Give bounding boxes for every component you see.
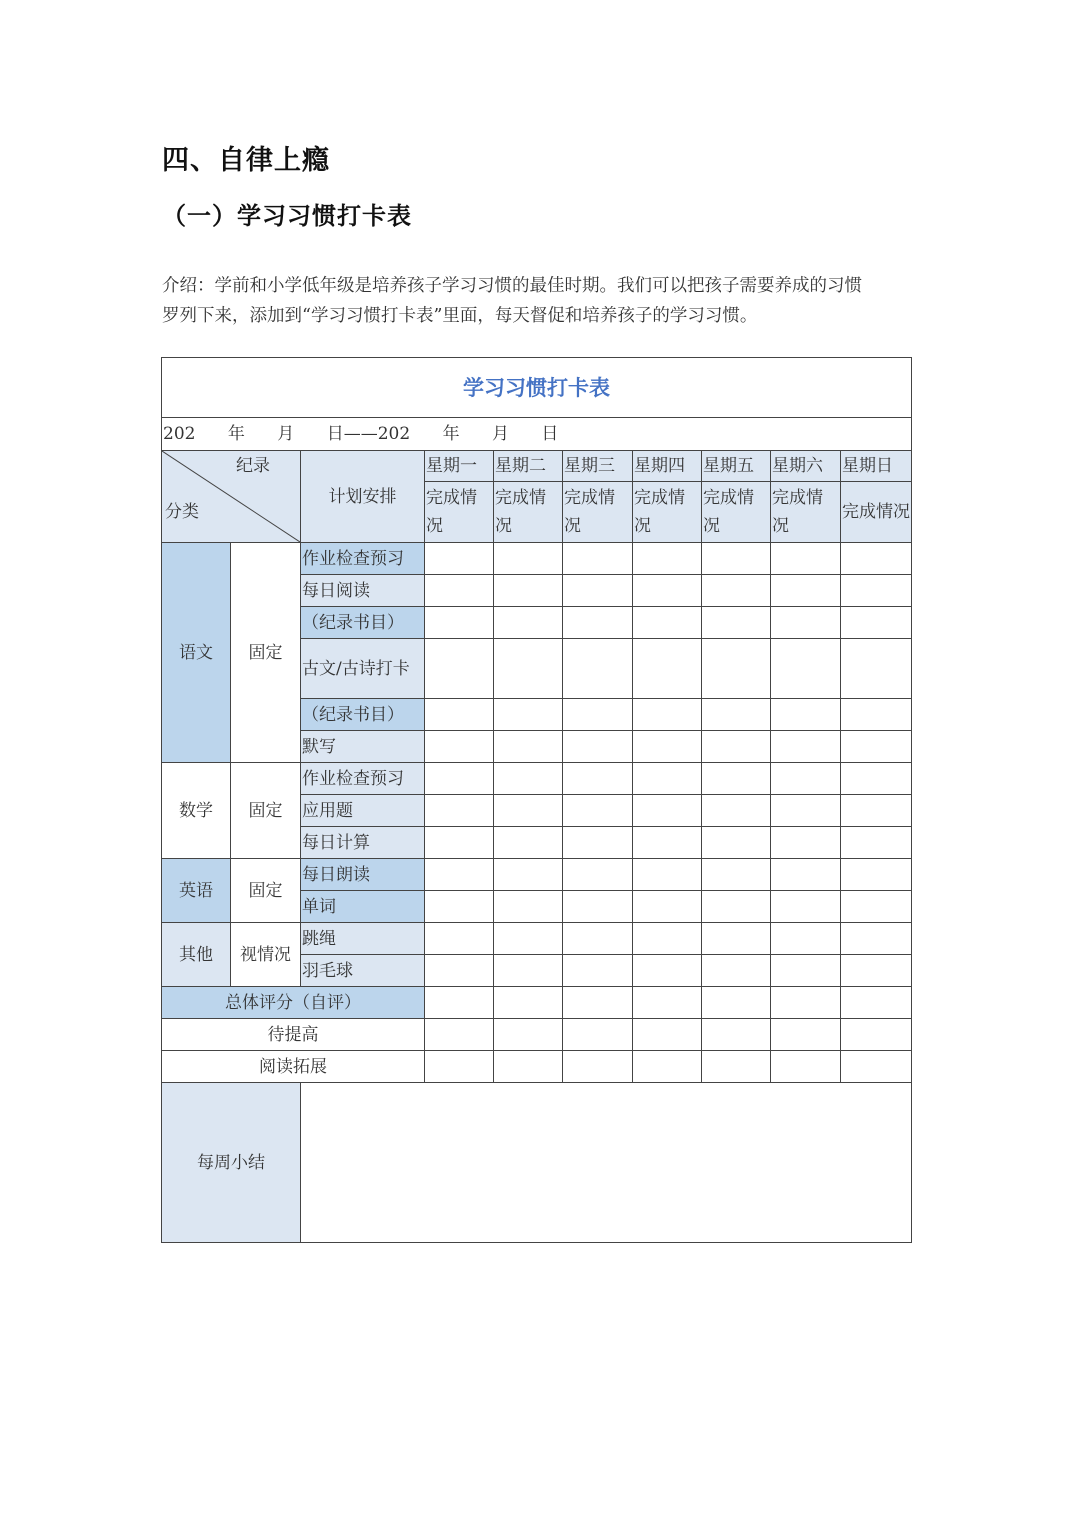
checkin-cell[interactable]: [633, 699, 702, 731]
date-range-row[interactable]: 202 年 月 日——202 年 月 日: [162, 418, 912, 451]
checkin-cell[interactable]: [841, 731, 912, 763]
checkin-cell[interactable]: [841, 923, 912, 955]
habit-checkin-table: [161, 357, 912, 1243]
checkin-cell[interactable]: [563, 607, 633, 639]
checkin-cell[interactable]: [702, 987, 771, 1019]
checkin-cell[interactable]: [494, 859, 563, 891]
checkin-cell[interactable]: [633, 1051, 702, 1083]
subject-chinese: 语文: [162, 543, 231, 763]
checkin-cell[interactable]: [771, 955, 841, 987]
plan-item: （纪录书目）: [301, 699, 425, 731]
checkin-cell[interactable]: [702, 763, 771, 795]
checkin-cell[interactable]: [563, 575, 633, 607]
table-title: 学习习惯打卡表: [162, 358, 912, 418]
plan-item: 作业检查预习: [301, 543, 425, 575]
checkin-cell[interactable]: [841, 859, 912, 891]
day-header-wed: 星期三: [563, 451, 633, 482]
checkin-cell[interactable]: [425, 827, 494, 859]
checkin-cell[interactable]: [633, 795, 702, 827]
plan-item: 古文/古诗打卡: [301, 639, 425, 699]
checkin-cell[interactable]: [771, 1019, 841, 1051]
intro-line-2: 罗列下来，添加到“学习习惯打卡表”里面，每天督促和培养孩子的学习习惯。: [162, 306, 758, 326]
checkin-cell[interactable]: [702, 859, 771, 891]
checkin-cell[interactable]: [702, 607, 771, 639]
checkin-cell[interactable]: [771, 827, 841, 859]
diag-category-label: 分类: [165, 502, 199, 522]
diagonal-header-cell: [162, 451, 301, 543]
checkin-cell[interactable]: [841, 763, 912, 795]
section-heading: （一）学习习惯打卡表: [162, 202, 412, 230]
checkin-cell[interactable]: [771, 639, 841, 699]
checkin-cell[interactable]: [563, 987, 633, 1019]
checkin-cell[interactable]: [425, 731, 494, 763]
checkin-cell[interactable]: [494, 575, 563, 607]
plan-item: 每日计算: [301, 827, 425, 859]
checkin-cell[interactable]: [563, 1019, 633, 1051]
subject-english: 英语: [162, 859, 231, 923]
subject-math: 数学: [162, 763, 231, 859]
checkin-cell[interactable]: [702, 699, 771, 731]
checkin-cell[interactable]: [425, 987, 494, 1019]
status-header: 完成情况: [702, 482, 771, 543]
checkin-cell[interactable]: [841, 699, 912, 731]
checkin-cell[interactable]: [771, 575, 841, 607]
checkin-cell[interactable]: [425, 1051, 494, 1083]
checkin-cell[interactable]: [494, 955, 563, 987]
checkin-cell[interactable]: [771, 607, 841, 639]
checkin-cell[interactable]: [563, 891, 633, 923]
checkin-cell[interactable]: [494, 543, 563, 575]
checkin-cell[interactable]: [425, 763, 494, 795]
checkin-cell[interactable]: [563, 639, 633, 699]
checkin-cell[interactable]: [702, 1019, 771, 1051]
checkin-cell[interactable]: [425, 891, 494, 923]
checkin-cell[interactable]: [494, 891, 563, 923]
checkin-cell[interactable]: [563, 763, 633, 795]
checkin-cell[interactable]: [841, 543, 912, 575]
checkin-cell[interactable]: [771, 795, 841, 827]
checkin-cell[interactable]: [702, 731, 771, 763]
checkin-cell[interactable]: [563, 859, 633, 891]
checkin-cell[interactable]: [494, 699, 563, 731]
checkin-cell[interactable]: [563, 827, 633, 859]
checkin-cell[interactable]: [841, 987, 912, 1019]
checkin-cell[interactable]: [494, 1019, 563, 1051]
to-improve-label: 待提高: [162, 1019, 425, 1051]
checkin-cell[interactable]: [771, 731, 841, 763]
checkin-cell[interactable]: [563, 731, 633, 763]
plan-item: 每日阅读: [301, 575, 425, 607]
intro-paragraph: [162, 271, 922, 331]
checkin-cell[interactable]: [841, 1051, 912, 1083]
weekly-summary-label: 每周小结: [162, 1083, 301, 1243]
checkin-cell[interactable]: [771, 699, 841, 731]
checkin-cell[interactable]: [494, 763, 563, 795]
checkin-cell[interactable]: [633, 575, 702, 607]
checkin-cell[interactable]: [563, 795, 633, 827]
day-header-sun: 星期日: [841, 451, 912, 482]
plan-item: 作业检查预习: [301, 763, 425, 795]
checkin-cell[interactable]: [563, 543, 633, 575]
checkin-cell[interactable]: [771, 543, 841, 575]
checkin-cell[interactable]: [702, 575, 771, 607]
plan-item: 跳绳: [301, 923, 425, 955]
checkin-cell[interactable]: [841, 795, 912, 827]
type-chinese: 固定: [231, 543, 301, 763]
checkin-cell[interactable]: [771, 1051, 841, 1083]
status-header: 完成情况: [563, 482, 633, 543]
checkin-cell[interactable]: [702, 827, 771, 859]
status-header: 完成情况: [494, 482, 563, 543]
overall-score-label: 总体评分（自评）: [162, 987, 425, 1019]
checkin-cell[interactable]: [633, 607, 702, 639]
status-header: 完成情况: [841, 482, 912, 543]
checkin-cell[interactable]: [633, 987, 702, 1019]
checkin-cell[interactable]: [563, 923, 633, 955]
checkin-cell[interactable]: [841, 955, 912, 987]
checkin-cell[interactable]: [702, 923, 771, 955]
checkin-cell[interactable]: [563, 1051, 633, 1083]
type-other: 视情况: [231, 923, 301, 987]
checkin-cell[interactable]: [425, 575, 494, 607]
status-header: 完成情况: [425, 482, 494, 543]
type-english: 固定: [231, 859, 301, 923]
checkin-cell[interactable]: [633, 543, 702, 575]
checkin-cell[interactable]: [633, 891, 702, 923]
checkin-cell[interactable]: [841, 575, 912, 607]
checkin-cell[interactable]: [563, 699, 633, 731]
checkin-cell[interactable]: [841, 891, 912, 923]
checkin-cell[interactable]: [771, 763, 841, 795]
checkin-cell[interactable]: [841, 639, 912, 699]
checkin-cell[interactable]: [563, 955, 633, 987]
checkin-cell[interactable]: [702, 795, 771, 827]
checkin-cell[interactable]: [841, 827, 912, 859]
day-header-mon: 星期一: [425, 451, 494, 482]
status-header: 完成情况: [771, 482, 841, 543]
plan-item: 单词: [301, 891, 425, 923]
checkin-cell[interactable]: [841, 607, 912, 639]
plan-item: 应用题: [301, 795, 425, 827]
day-header-fri: 星期五: [702, 451, 771, 482]
checkin-cell[interactable]: [702, 955, 771, 987]
plan-item: 羽毛球: [301, 955, 425, 987]
checkin-cell[interactable]: [494, 607, 563, 639]
subject-other: 其他: [162, 923, 231, 987]
checkin-cell[interactable]: [633, 1019, 702, 1051]
checkin-cell[interactable]: [633, 639, 702, 699]
checkin-cell[interactable]: [425, 1019, 494, 1051]
plan-item: 默写: [301, 731, 425, 763]
checkin-cell[interactable]: [494, 639, 563, 699]
diagonal-line: [162, 451, 300, 542]
checkin-cell[interactable]: [494, 1051, 563, 1083]
checkin-cell[interactable]: [425, 923, 494, 955]
checkin-cell[interactable]: [633, 827, 702, 859]
checkin-cell[interactable]: [494, 731, 563, 763]
diag-record-label: 纪录: [236, 456, 270, 476]
checkin-cell[interactable]: [425, 699, 494, 731]
checkin-cell[interactable]: [633, 923, 702, 955]
checkin-cell[interactable]: [771, 923, 841, 955]
checkin-cell[interactable]: [771, 891, 841, 923]
plan-header: 计划安排: [301, 451, 425, 543]
checkin-cell[interactable]: [633, 731, 702, 763]
intro-line-1: 介绍：学前和小学低年级是培养孩子学习习惯的最佳时期。我们可以把孩子需要养成的习惯: [162, 276, 862, 296]
checkin-cell[interactable]: [702, 639, 771, 699]
weekly-summary-area[interactable]: [301, 1083, 912, 1243]
day-header-tue: 星期二: [494, 451, 563, 482]
plan-item: （纪录书目）: [301, 607, 425, 639]
checkin-cell[interactable]: [771, 859, 841, 891]
checkin-cell[interactable]: [771, 987, 841, 1019]
checkin-cell[interactable]: [425, 543, 494, 575]
checkin-cell[interactable]: [494, 795, 563, 827]
checkin-cell[interactable]: [633, 859, 702, 891]
checkin-cell[interactable]: [425, 859, 494, 891]
checkin-cell[interactable]: [702, 891, 771, 923]
checkin-cell[interactable]: [702, 543, 771, 575]
status-header: 完成情况: [633, 482, 702, 543]
reading-extension-label: 阅读拓展: [162, 1051, 425, 1083]
checkin-cell[interactable]: [841, 1019, 912, 1051]
checkin-cell[interactable]: [425, 795, 494, 827]
checkin-cell[interactable]: [494, 827, 563, 859]
checkin-cell[interactable]: [425, 607, 494, 639]
plan-item: 每日朗读: [301, 859, 425, 891]
checkin-cell[interactable]: [494, 923, 563, 955]
checkin-cell[interactable]: [425, 955, 494, 987]
checkin-cell[interactable]: [633, 763, 702, 795]
type-math: 固定: [231, 763, 301, 859]
checkin-cell[interactable]: [633, 955, 702, 987]
day-header-thu: 星期四: [633, 451, 702, 482]
day-header-sat: 星期六: [771, 451, 841, 482]
page-heading: 四、自律上瘾: [162, 145, 330, 176]
checkin-cell[interactable]: [702, 1051, 771, 1083]
checkin-cell[interactable]: [494, 987, 563, 1019]
checkin-cell[interactable]: [425, 639, 494, 699]
